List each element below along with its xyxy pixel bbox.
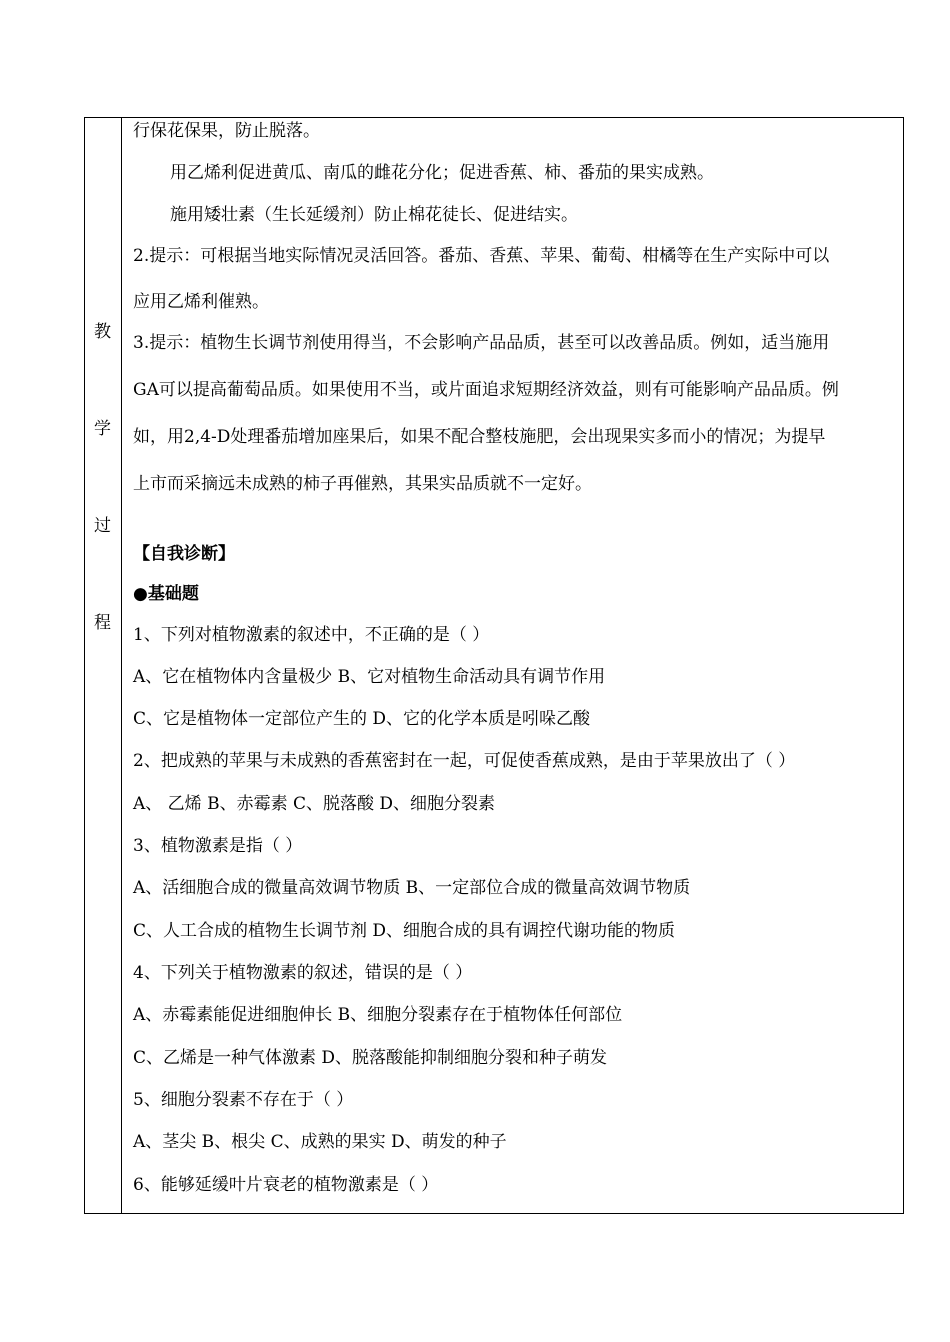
column-divider [121,117,122,1214]
question: 6、能够延缓叶片衰老的植物激素是（ ） [133,1175,439,1195]
options: A、赤霉素能促进细胞伸长 B、细胞分裂素存在于植物体任何部位 [133,1005,623,1025]
section-heading: 【自我诊断】 [133,544,235,564]
text-line: 3.提示：植物生长调节剂使用得当，不会影响产品品质，甚至可以改善品质。例如，适当施用 [133,333,830,353]
subsection-heading: ●基础题 [133,584,199,604]
question: 1、下列对植物激素的叙述中，不正确的是（ ） [133,625,490,645]
options: C、人工合成的植物生长调节剂 D、细胞合成的具有调控代谢功能的物质 [133,921,676,941]
options: C、它是植物体一定部位产生的 D、它的化学本质是吲哚乙酸 [133,709,591,729]
options: A、它在植物体内含量极少 B、它对植物生命活动具有调节作用 [133,667,606,687]
question: 2、把成熟的苹果与未成熟的香蕉密封在一起，可促使香蕉成熟，是由于苹果放出了（ ） [133,751,796,771]
side-label-char: 过 [94,516,111,536]
text-line: GA可以提高葡萄品质。如果使用不当，或片面追求短期经济效益，则有可能影响产品品质。例 [133,380,839,400]
options: A、茎尖 B、根尖 C、成熟的果实 D、萌发的种子 [133,1132,507,1152]
text-line: 应用乙烯利催熟。 [133,292,269,312]
question: 4、下列关于植物激素的叙述，错误的是（ ） [133,963,473,983]
side-label-char: 教 [94,322,111,342]
question: 5、细胞分裂素不存在于（ ） [133,1090,354,1110]
options: A、 乙烯 B、赤霉素 C、脱落酸 D、细胞分裂素 [133,794,496,814]
text-line: 施用矮壮素（生长延缓剂）防止棉花徒长、促进结实。 [170,205,578,225]
options: C、乙烯是一种气体激素 D、脱落酸能抑制细胞分裂和种子萌发 [133,1048,608,1068]
options: A、活细胞合成的微量高效调节物质 B、一定部位合成的微量高效调节物质 [133,878,691,898]
side-label-char: 程 [94,613,111,633]
text-line: 上市而采摘远未成熟的柿子再催熟，其果实品质就不一定好。 [133,474,592,494]
side-label-char: 学 [94,419,111,439]
text-line: 用乙烯利促进黄瓜、南瓜的雌花分化；促进香蕉、柿、番茄的果实成熟。 [170,163,714,183]
question: 3、植物激素是指（ ） [133,836,303,856]
text-line: 2.提示：可根据当地实际情况灵活回答。番茄、香蕉、苹果、葡萄、柑橘等在生产实际中可以 [133,246,830,266]
text-line: 如，用2,4-D处理番茄增加座果后，如果不配合整枝施肥，会出现果实多而小的情况；为提早 [133,427,826,447]
text-line: 行保花保果，防止脱落。 [133,121,320,141]
